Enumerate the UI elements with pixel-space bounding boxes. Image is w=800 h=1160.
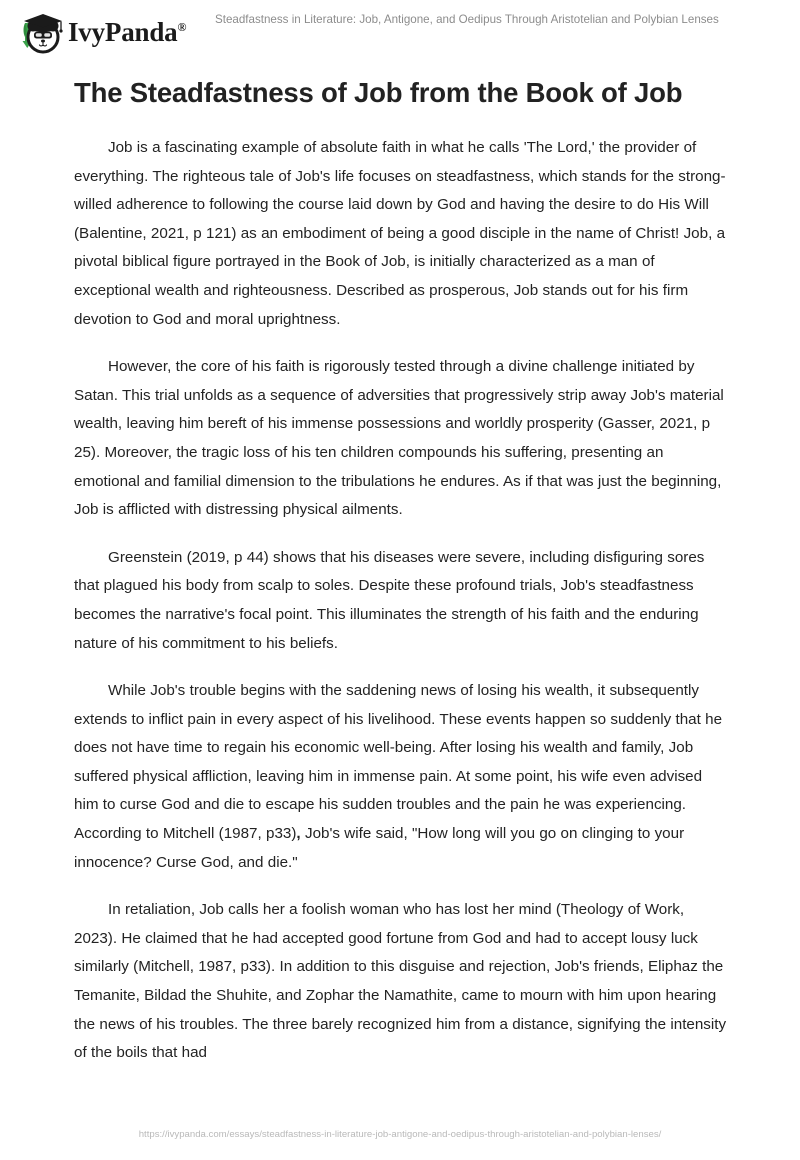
paragraph-2: However, the core of his faith is rigorously tested through a divine challenge initiated by Satan. This trial unfolds as a sequence of adversities that progressively strip away Job's material wealth, leaving him bereft of his immense possessions and worldly prosperity (Gasser, 2021, p 25). Moreover, the tragic loss of his ten children compounds his suffering, presenting an emotional and familial dimension to the tribulations he endures. As if that was just the beginning, Job is afflicted with distressing physical ailments. [74, 358, 724, 519]
brand-name-text: IvyPanda [68, 16, 178, 47]
page-footer [0, 1124, 800, 1142]
paragraph-4-bold-comma: , [296, 825, 301, 843]
document-header-title: Steadfastness in Literature: Job, Antigone, and Oedipus Through Aristotelian and Polybian Lenses [215, 13, 719, 26]
panda-graduate-logo-icon [14, 8, 66, 56]
paragraph-4-text-start: While Job's trouble begins with the saddening news of losing his wealth, it subsequently extends to inflict pain in every aspect of his livelihood. These events happen so suddenly that he does not have time to regain his economic well-being. After losing his wealth and family, Job suffered physical affliction, leaving him in immense pain. At some point, his wife even advised him to curse God and die to escape his sudden troubles and the pain he was experiencing. According to Mitchell (1987, p33) [74, 682, 723, 843]
paragraph-1: Job is a fascinating example of absolute faith in what he calls 'The Lord,' the provider of everything. The righteous tale of Job's life focuses on steadfastness, which stands for the strong-willed adherence to following the course laid down by God and having the desire to do His Will (Balentine, 2021, p 121) as an embodiment of being a good disciple in the name of Christ! Job, a pivotal biblical figure portrayed in the Book of Job, is initially characterized as a man of exceptional wealth and righteousness. Described as prosperous, Job stands out for his firm devotion to God and moral uprightness. [74, 139, 726, 328]
source-url-link[interactable]: https://ivypanda.com/essays/steadfastness-in-literature-job-antigone-and-oedipus-through-aristotelian-and-polybian-lenses/ [138, 1129, 662, 1140]
paragraph-4-text-end: Job's wife said, "How long will you go on clinging to your innocence? Curse God, and die." [74, 825, 685, 871]
article-body [0, 74, 800, 1068]
registered-mark: ® [177, 19, 187, 34]
brand-logo[interactable] [14, 8, 186, 56]
paragraph-5: In retaliation, Job calls her a foolish woman who has lost her mind (Theology of Work, 2023). He claimed that he had accepted good fortune from God and had to accept lousy luck similarly (Mitchell, 1987, p33). In addition to this disguise and rejection, Job's friends, Eliphaz the Temanite, Bildad the Shuhite, and Zophar the Namathite, came to mourn with him upon hearing the news of his troubles. The three barely recognized him from a distance, signifying the intensity of the boils that had [74, 901, 727, 1062]
paragraph-3: Greenstein (2019, p 44) shows that his diseases were severe, including disfiguring sores that plagued his body from scalp to soles. Despite these profound trials, Job's steadfastness becomes the narrative's focal point. This illuminates the strength of his faith and the enduring nature of his commitment to his beliefs. [74, 548, 705, 652]
paragraph-4 [74, 677, 728, 877]
page-title: The Steadfastness of Job from the Book of Job [74, 77, 683, 108]
page-header [0, 0, 800, 62]
brand-wordmark [68, 16, 187, 47]
